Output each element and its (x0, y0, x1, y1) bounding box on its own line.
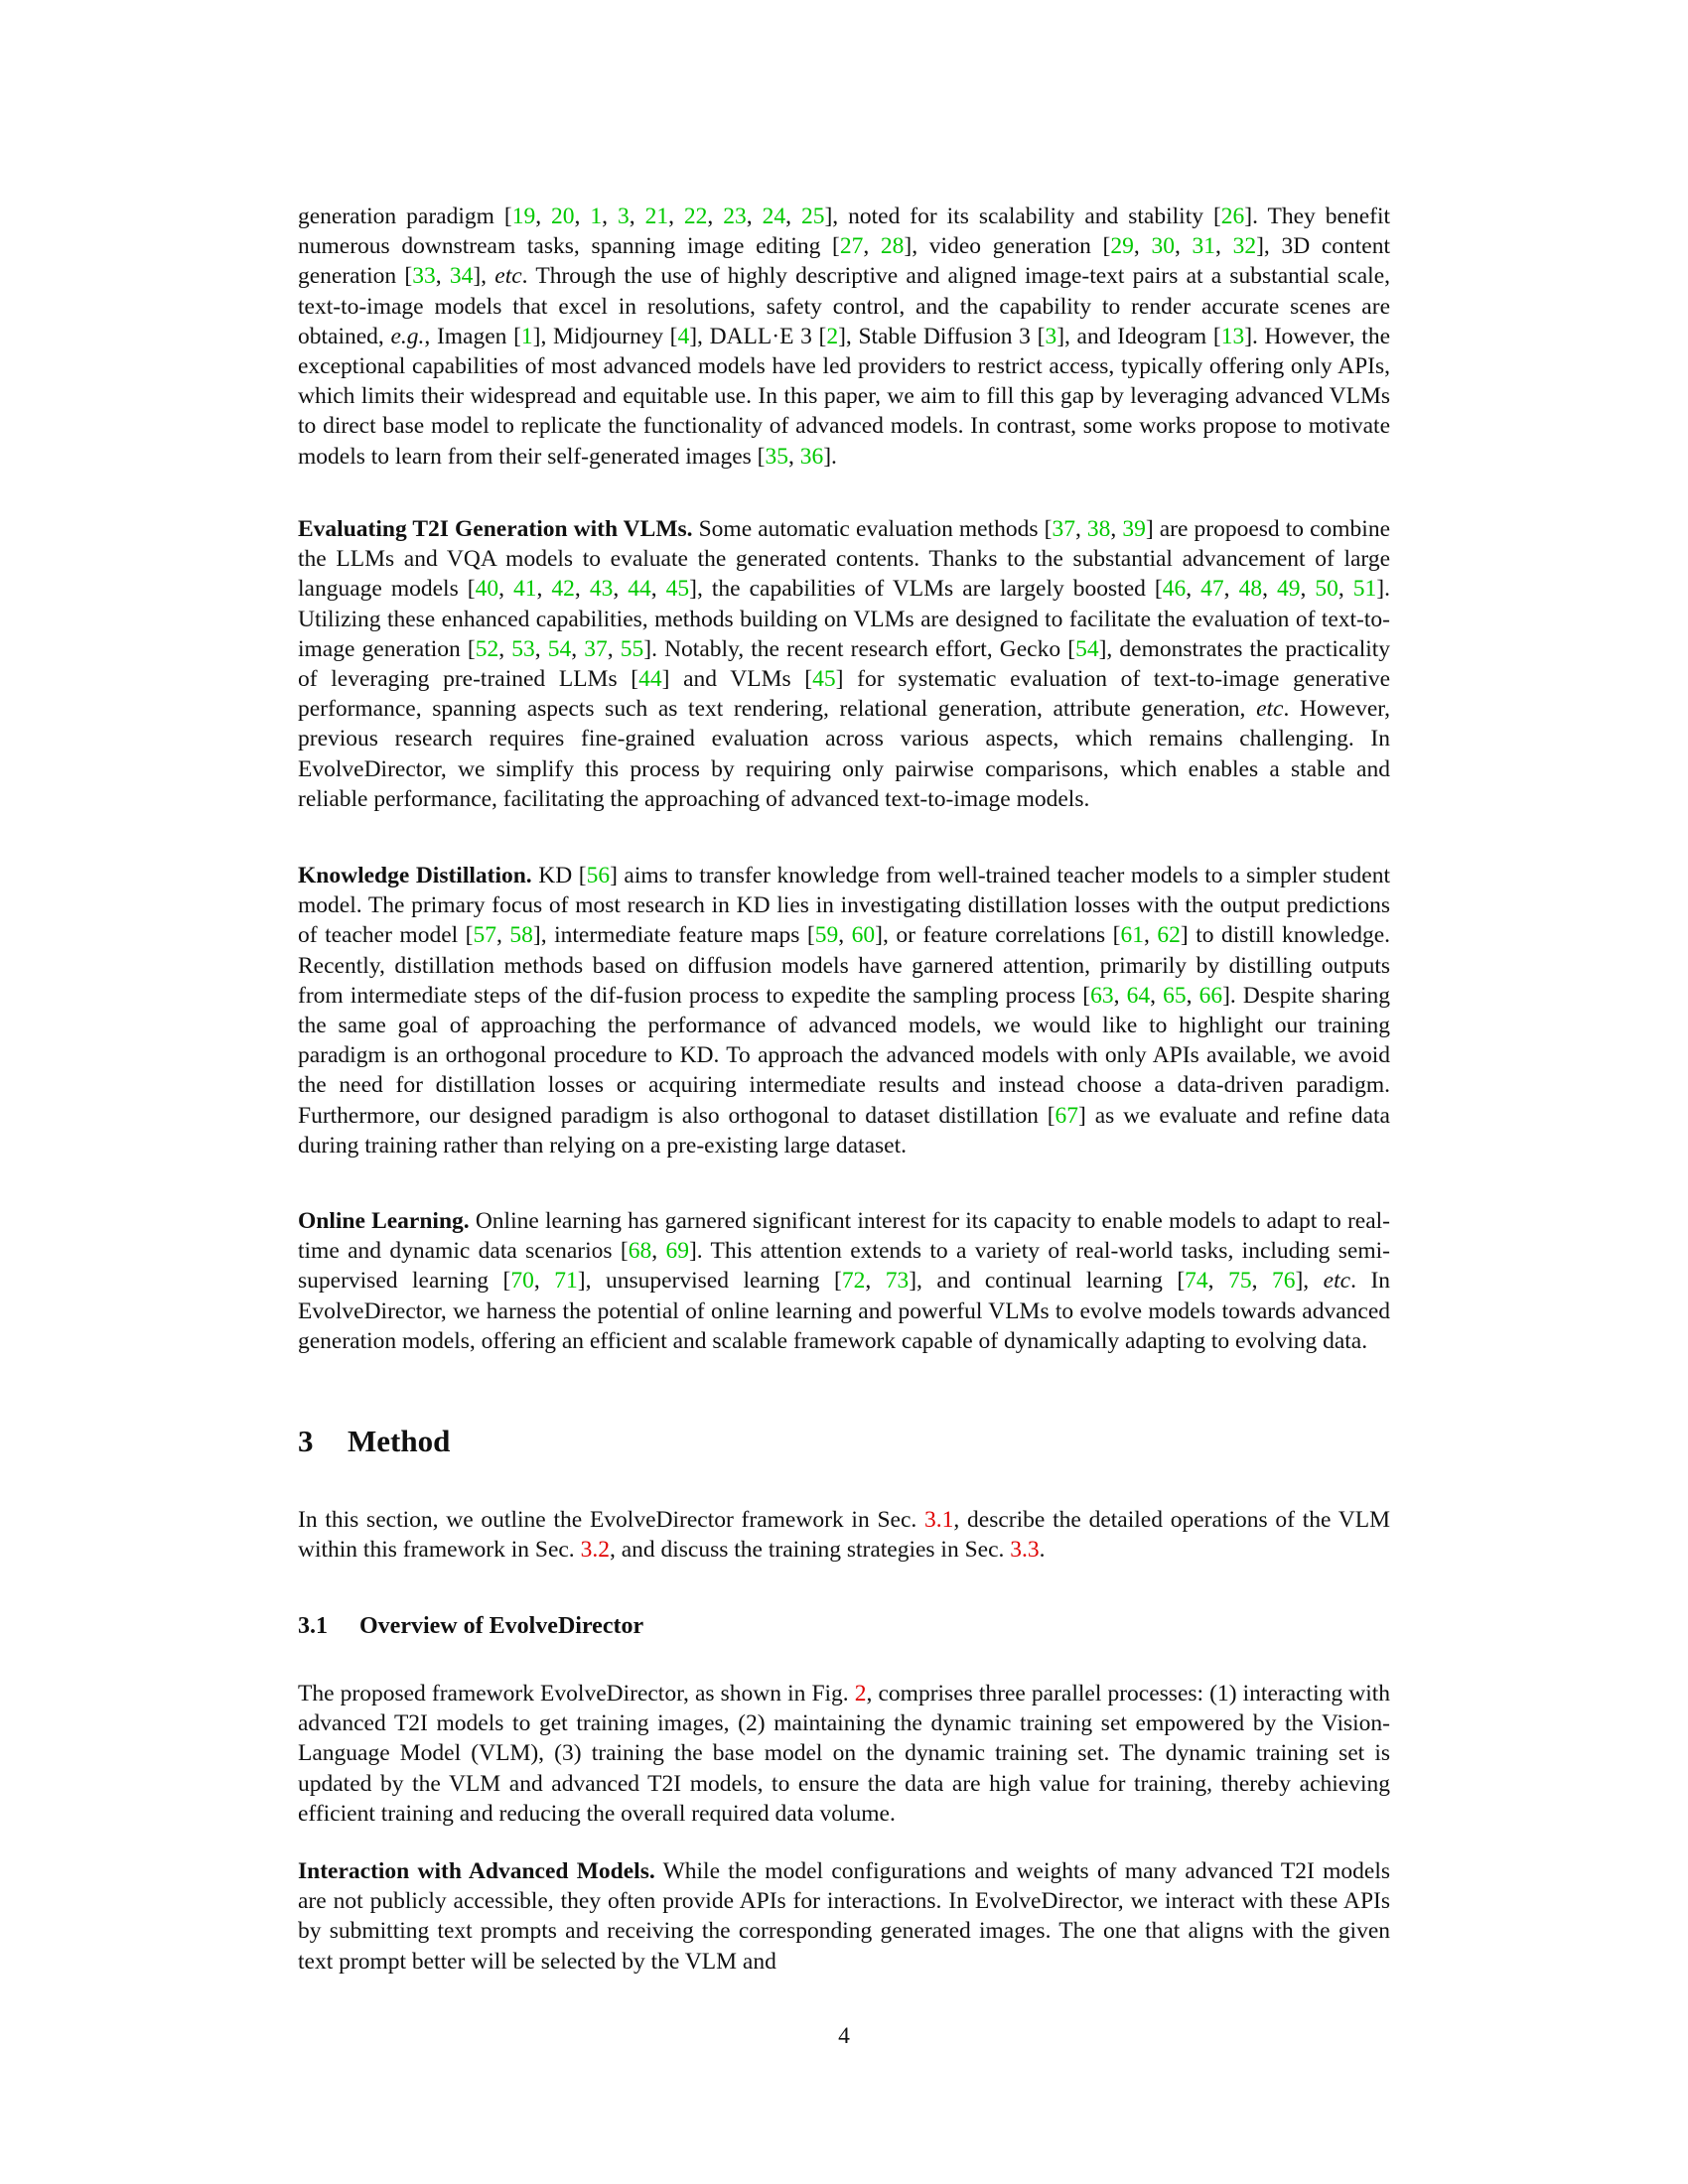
citation[interactable]: 75 (1228, 1268, 1252, 1295)
citation[interactable]: 57 (473, 922, 497, 949)
paragraph-heading: Evaluating T2I Generation with VLMs. (298, 516, 693, 542)
page-number: 4 (838, 2023, 850, 2049)
citation[interactable]: 1 (520, 323, 533, 349)
section-title: Method (348, 1424, 451, 1458)
citation[interactable]: 36 (799, 443, 824, 470)
citation[interactable]: 22 (683, 204, 708, 229)
citation[interactable]: 61 (1120, 922, 1144, 949)
citation[interactable]: 42 (551, 576, 575, 603)
citation[interactable]: 55 (620, 635, 644, 662)
citation[interactable]: 37 (1052, 516, 1075, 542)
citation[interactable]: 30 (1151, 233, 1175, 260)
figure-reference[interactable]: 2 (854, 1681, 867, 1706)
citation[interactable]: 47 (1200, 576, 1224, 603)
citation[interactable]: 70 (510, 1268, 534, 1295)
citation[interactable]: 54 (547, 635, 572, 662)
citation[interactable]: 4 (677, 323, 690, 349)
citation[interactable]: 35 (765, 443, 788, 470)
citation[interactable]: 31 (1192, 233, 1215, 260)
citation[interactable]: 44 (628, 576, 651, 603)
citation[interactable]: 41 (513, 576, 537, 603)
section-number: 3 (298, 1424, 314, 1458)
paragraph-online-learning: Online Learning. Online learning has garnered significant interest for its capacity to enable models to adapt to real-time and dynamic data scenarios [68, 69]. This attention extends to a variety of real-world tasks, including semi-supervised learning [70, 71], unsupervised learning [72, 73], and continual learning [74, 75, 76], etc. In EvolveDirector, we harness the potential of online learning and powerful VLMs to evolve models towards advanced generation models, offering an efficient and scalable framework capable of dynamically adapting to evolving data. (298, 1208, 1391, 1354)
citation[interactable]: 29 (1110, 233, 1134, 260)
citation[interactable]: 34 (449, 263, 474, 290)
citation[interactable]: 71 (554, 1268, 578, 1295)
citation[interactable]: 76 (1271, 1268, 1296, 1295)
citation[interactable]: 67 (1055, 1102, 1079, 1129)
citation[interactable]: 74 (1185, 1268, 1208, 1295)
citation[interactable]: 62 (1157, 922, 1181, 949)
citation[interactable]: 24 (762, 204, 786, 229)
citation[interactable]: 23 (723, 204, 747, 229)
citation[interactable]: 28 (880, 233, 905, 260)
citation[interactable]: 73 (885, 1268, 910, 1295)
paragraph-knowledge-distillation: Knowledge Distillation. KD [56] aims to transfer knowledge from well-trained teacher models to a simpler student model. The primary focus of most research in KD lies in investigating distillation losses with the output predictions of teacher model [57, 58], intermediate feature maps [59, 60], or feature correlations [61, 62] to distill knowledge. Recently, distillation methods based on diffusion models have garnered attention, primarily by distilling outputs from intermediate steps of the dif-fusion process to expedite the sampling process [63, 64, 65, 66]. Despite sharing the same goal of approaching the performance of advanced models, we would like to highlight our training paradigm is an orthogonal procedure to KD. To approach the advanced models with only APIs available, we avoid the need for distillation losses or acquiring intermediate results and instead choose a data-driven paradigm. Furthermore, our designed paradigm is also orthogonal to dataset distillation [67] as we evaluate and refine data during training rather than relying on a pre-existing large dataset. (298, 863, 1391, 1159)
citation[interactable]: 63 (1090, 982, 1114, 1009)
citation[interactable]: 21 (644, 204, 669, 229)
citation[interactable]: 45 (665, 576, 690, 603)
section-reference[interactable]: 3.2 (580, 1537, 610, 1564)
citation[interactable]: 66 (1198, 982, 1223, 1009)
citation[interactable]: 38 (1086, 516, 1111, 542)
paragraph-related-work-t2i: generation paradigm [19, 20, 1, 3, 21, 22, 23, 24, 25], noted for its scalability and stability [26]. They benefit numerous downstream tasks, spanning image editing [27, 28], video generation [29, 30, 31, 32], 3D content generation [33, 34], etc. Through the use of highly descriptive and aligned image-text pairs at a substantial scale, text-to-image models that excel in resolutions, safety control, and the capability to render accurate scenes are obtained, e.g., Imagen [1], Midjourney [4], DALL·E 3 [2], Stable Diffusion 3 [3], and Ideogram [13]. However, the exceptional capabilities of most advanced models have led providers to restrict access, typically offering only APIs, which limits their widespread and equitable use. In this paper, we aim to fill this gap by leveraging advanced VLMs to direct base model to replicate the functionality of advanced models. In contrast, some works propose to motivate models to learn from their self-generated images [35, 36]. (298, 204, 1391, 470)
citation[interactable]: 64 (1126, 982, 1151, 1009)
section-reference[interactable]: 3.1 (924, 1507, 954, 1533)
section-heading (298, 1422, 450, 1461)
citation[interactable]: 44 (638, 666, 662, 693)
citation[interactable]: 49 (1276, 576, 1301, 603)
citation[interactable]: 40 (475, 576, 499, 603)
citation[interactable]: 58 (509, 922, 533, 949)
citation[interactable]: 27 (839, 233, 864, 260)
citation[interactable]: 3 (617, 204, 630, 229)
citation[interactable]: 43 (589, 576, 614, 603)
citation[interactable]: 50 (1315, 576, 1338, 603)
citation[interactable]: 37 (584, 635, 608, 662)
paragraph-interaction: Interaction with Advanced Models. While the model configurations and weights of many advanced T2I models are not publicly accessible, they often provide APIs for interactions. In EvolveDirector, we interact with these APIs by submitting text prompts and receiving the corresponding generated images. The one that aligns with the given text prompt better will be selected by the VLM and (298, 1858, 1390, 1975)
citation[interactable]: 68 (628, 1238, 652, 1265)
citation[interactable]: 60 (851, 922, 876, 949)
citation[interactable]: 20 (551, 204, 575, 229)
paragraph-heading: Knowledge Distillation. (298, 863, 532, 888)
citation[interactable]: 19 (511, 204, 536, 229)
citation[interactable]: 59 (814, 922, 839, 949)
citation[interactable]: 65 (1163, 982, 1187, 1009)
citation[interactable]: 69 (665, 1238, 689, 1265)
paragraph-heading: Interaction with Advanced Models. (298, 1858, 655, 1884)
citation[interactable]: 32 (1232, 233, 1257, 260)
citation[interactable]: 54 (1075, 635, 1099, 662)
citation[interactable]: 46 (1162, 576, 1187, 603)
subsection-title: Overview of EvolveDirector (359, 1613, 644, 1639)
paragraph-method-intro: In this section, we outline the EvolveDirector framework in Sec. 3.1, describe the detailed operations of the VLM within this framework in Sec. 3.2, and discuss the training strategies in Sec. 3.3. (298, 1507, 1390, 1564)
citation[interactable]: 25 (800, 204, 825, 229)
citation[interactable]: 52 (475, 635, 499, 662)
citation[interactable]: 56 (586, 863, 611, 888)
citation[interactable]: 26 (1220, 204, 1245, 229)
section-reference[interactable]: 3.3 (1010, 1537, 1040, 1564)
citation[interactable]: 1 (590, 204, 603, 229)
paragraph-overview: The proposed framework EvolveDirector, as shown in Fig. 2, comprises three parallel processes: (1) interacting with advanced T2I models to get training images, (2) maintaining the dynamic training set empowered by the Vision-Language Model (VLM), (3) training the base model on the dynamic training set. The dynamic training set is updated by the VLM and advanced T2I models, to ensure the data are high value for training, thereby achieving efficient training and reducing the overall required data volume. (298, 1681, 1390, 1827)
subsection-heading (298, 1610, 643, 1642)
paragraph-evaluating-t2i: Evaluating T2I Generation with VLMs. Some automatic evaluation methods [37, 38, 39] are propoesd to combine the LLMs and VQA models to evaluate the generated contents. Thanks to the substantial advancement of large language models [40, 41, 42, 43, 44, 45], the capabilities of VLMs are largely boosted [46, 47, 48, 49, 50, 51]. Utilizing these enhanced capabilities, methods building on VLMs are designed to facilitate the evaluation of text-to-image generation [52, 53, 54, 37, 55]. Notably, the recent research effort, Gecko [54], demonstrates the practicality of leveraging pre-trained LLMs [44] and VLMs [45] for systematic evaluation of text-to-image generative performance, spanning aspects such as text rendering, relational generation, attribute generation, etc. However, previous research requires fine-grained evaluation across various aspects, which remains challenging. In EvolveDirector, we simplify this process by requiring only pairwise comparisons, which enables a stable and reliable performance, facilitating the approaching of advanced text-to-image models. (298, 516, 1391, 812)
citation[interactable]: 2 (826, 323, 839, 349)
citation[interactable]: 3 (1045, 323, 1057, 349)
citation[interactable]: 13 (1220, 323, 1245, 349)
citation[interactable]: 33 (412, 263, 436, 290)
citation[interactable]: 45 (812, 666, 836, 693)
citation[interactable]: 39 (1122, 516, 1146, 542)
citation[interactable]: 48 (1238, 576, 1263, 603)
citation[interactable]: 72 (841, 1268, 866, 1295)
subsection-number: 3.1 (298, 1613, 328, 1639)
paragraph-heading: Online Learning. (298, 1208, 470, 1234)
citation[interactable]: 51 (1352, 576, 1377, 603)
citation[interactable]: 53 (511, 635, 535, 662)
